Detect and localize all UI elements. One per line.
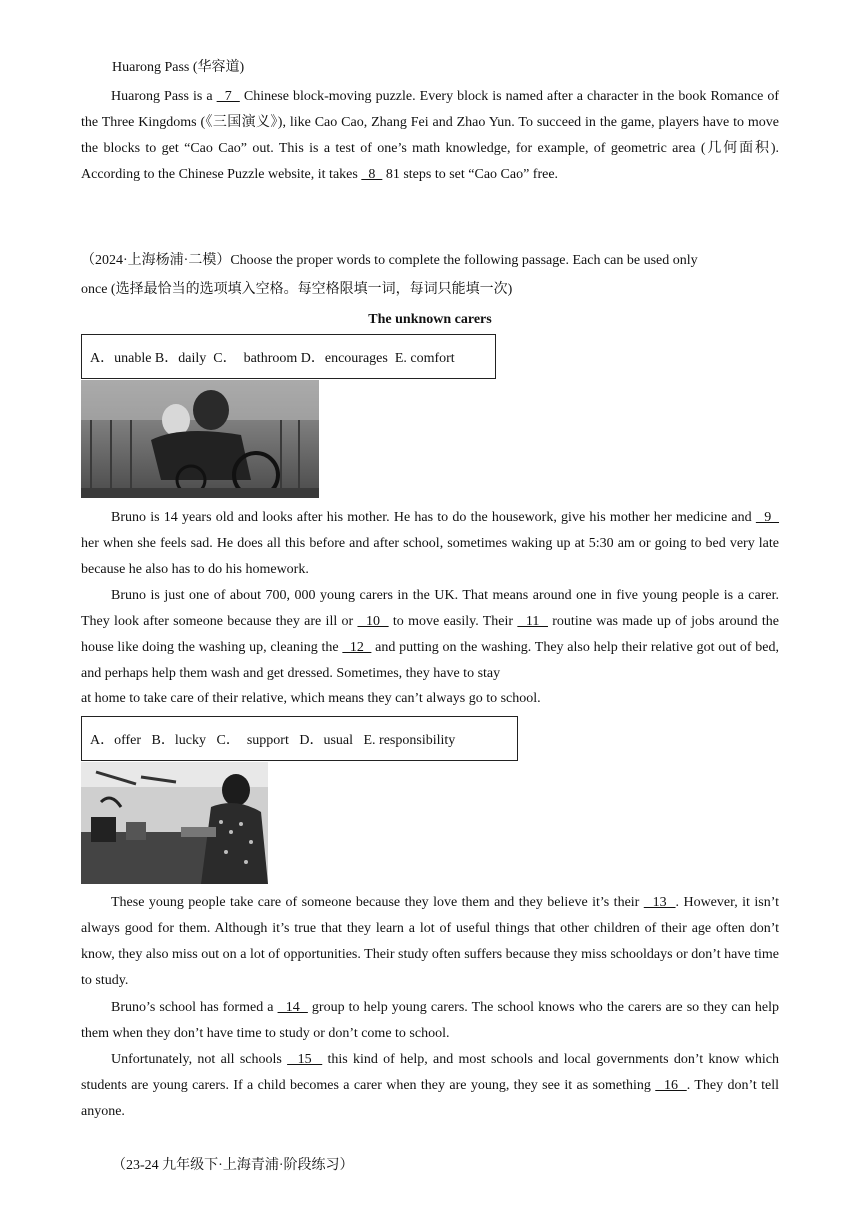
text-run: 81 steps to set “Cao Cao” free. bbox=[382, 167, 559, 182]
text-run: Bruno’s school has formed a bbox=[111, 1000, 278, 1015]
answer-blank: 16 bbox=[655, 1078, 687, 1093]
text-run: Unfortunately, not all schools bbox=[111, 1052, 288, 1067]
passage-title: The unknown carers bbox=[368, 312, 492, 327]
word-box-1: A．unable B．daily C． bathroom D．encourages E. comfort bbox=[81, 334, 496, 379]
text-run: group to help young carers. The school knows who the carers are so they can help them when they don’t have time to study or don’t come to school. bbox=[81, 1000, 780, 1041]
section2-instruction-line1: （2024·上海杨浦·二模）Choose the proper words to complete the following passage. Each can be used only bbox=[81, 253, 698, 268]
section2-instruction-line2: once (选择最恰当的选项填入空格。每空格限填一词，每词只能填一次) bbox=[81, 282, 513, 297]
text-run: Bruno is 14 years old and looks after his mother. He has to do the housework, give his mother her medicine and bbox=[111, 510, 756, 525]
carer-wheelchair-photo bbox=[81, 380, 319, 498]
word-box-2: A．offer B．lucky C． support D．usual E. responsibility bbox=[81, 716, 518, 761]
answer-blank: 14 bbox=[277, 1000, 308, 1015]
paragraph-1 bbox=[81, 505, 779, 583]
text-run: routine was made up of jobs around the house like doing the washing up, cleaning the bbox=[81, 614, 779, 655]
text-run: Bruno is just one of about 700, 000 young carers in the UK. That means around one in five young people is a carer. They look after someone because they are ill or bbox=[81, 588, 779, 629]
text-run: . However, it isn’t always good for them. Although it’s true that they learn a lot of useful things that other children of their age often don’t know, they also miss out on a lot of opportunities. Their study often suffers because they miss schooldays or don’t have time to study. bbox=[81, 895, 780, 988]
text-run: Huarong Pass is a bbox=[111, 89, 217, 104]
paragraph-3 bbox=[81, 890, 779, 994]
young-carer-kitchen-photo bbox=[81, 762, 268, 884]
paragraph-4 bbox=[81, 995, 779, 1047]
answer-blank: 8 bbox=[361, 167, 383, 182]
answer-blank: 15 bbox=[287, 1052, 323, 1067]
paragraph-2-end: at home to take care of their relative, which means they can’t always go to school. bbox=[81, 691, 541, 706]
paragraph-5 bbox=[81, 1047, 779, 1125]
answer-blank: 7 bbox=[216, 89, 240, 104]
answer-blank: 13 bbox=[643, 895, 676, 910]
answer-blank: 9 bbox=[755, 510, 780, 525]
text-run: to move easily. Their bbox=[388, 614, 518, 629]
passage1-title: Huarong Pass (华容道) bbox=[112, 60, 245, 75]
footer-source: （23-24 九年级下·上海青浦·阶段练习） bbox=[112, 1158, 354, 1173]
text-run: . They don’t tell anyone. bbox=[81, 1078, 780, 1119]
text-run: her when she feels sad. He does all this before and after school, sometimes waking up at 5:30 am or going to bed very late because he also has to do his homework. bbox=[81, 536, 779, 577]
text-run: These young people take care of someone because they love them and they believe it’s their bbox=[111, 895, 644, 910]
text-run: Chinese block-moving puzzle. Every block is named after a character in the book Romance of the Three Kingdoms (《三国演义》), like Cao Cao, Zhang Fei and Zhao Yun. To succeed in the game, players have to move the blocks to get “Cao Cao” out. This is a test of one’s math knowledge, for example, of geometric area (几何面积). According to the Chinese Puzzle website, it takes bbox=[81, 89, 780, 182]
answer-blank: 10 bbox=[357, 614, 389, 629]
text-run: and putting on the washing. They also help their relative got out of bed, and perhaps help them wash and get dressed. Sometimes, they have to stay bbox=[81, 640, 779, 681]
answer-blank: 11 bbox=[517, 614, 548, 629]
text-run: this kind of help, and most schools and local governments don’t know which students are young carers. If a child becomes a carer when they are young, they see it as something bbox=[81, 1052, 779, 1093]
paragraph-2 bbox=[81, 583, 779, 687]
passage1-text bbox=[81, 84, 779, 188]
answer-blank: 12 bbox=[342, 640, 372, 655]
